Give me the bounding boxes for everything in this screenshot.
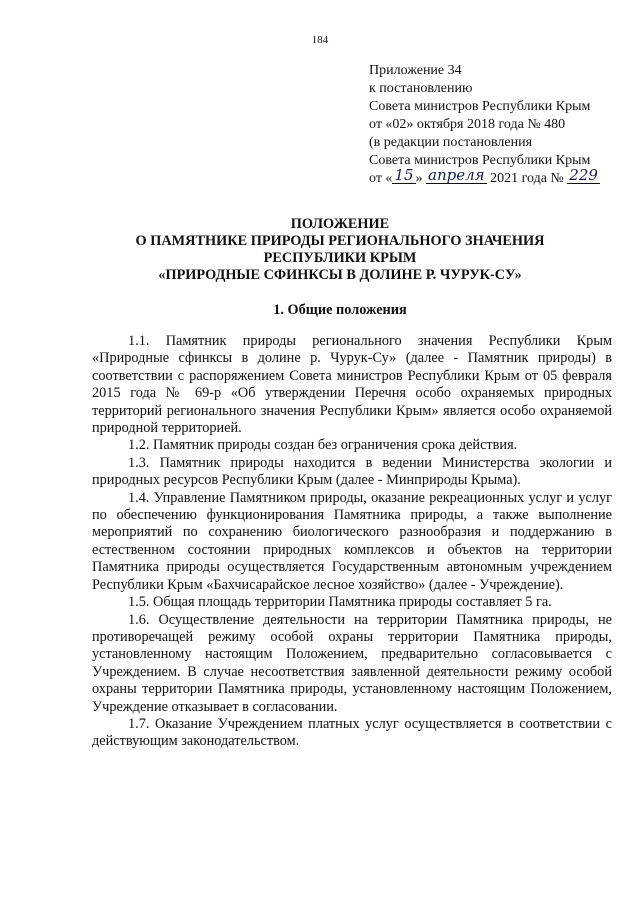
document-title (60, 216, 620, 284)
paragraph-1-2: 1.2. Памятник природы создан без ограничения срока действия. (128, 437, 518, 454)
paragraph-1-3: 1.3. Памятник природы находится в ведении Министерства экологии и природных ресурсов Республики Крым (далее - Минприроды Крыма). (92, 454, 612, 489)
title-line: «ПРИРОДНЫЕ СФИНКСЫ В ДОЛИНЕ Р. ЧУРУК-СУ» (158, 267, 522, 283)
title-line: О ПАМЯТНИКЕ ПРИРОДЫ РЕГИОНАЛЬНОГО ЗНАЧЕНИЯ (135, 233, 545, 249)
paragraph-1-4: 1.4. Управление Памятником природы, оказание рекреационных услуг и услуг по обеспечению функционирования Памятника природы, а также выполнение мероприятий по сохранению биологического разнообразия и поддержанию в естественном состоянии природных комплексов и объектов на территории Памятника природы осуществляется Государственным автономным учреждением Республики Крым «Бахчисарайское лесное хозяйство» (далее - Учреждение). (92, 489, 612, 593)
section-heading: 1. Общие положения (273, 302, 407, 318)
handwritten-month: апреля (428, 166, 485, 184)
appendix-line: Совета министров Республики Крым (369, 99, 591, 114)
title-line: РЕСПУБЛИКИ КРЫМ (263, 250, 417, 266)
paragraph-1-6: 1.6. Осуществление деятельности на территории Памятника природы, не противоречащей режиму особой охраны территории Памятника природы, установленному настоящим Положением, предварительно согласовывается с Учреждением. В случае несоответствия заявленной деятельности режиму особой охраны территории Памятника природы, установленному настоящим Положением, Учреждение отказывает в согласовании. (92, 611, 612, 715)
appendix-line: (в редакции постановления (369, 135, 533, 150)
appendix-line: Совета министров Республики Крым (369, 153, 591, 168)
page-number: 184 (311, 34, 329, 46)
handwritten-number: 229 (569, 166, 598, 184)
body-text (92, 333, 612, 751)
date-year: 2021 года № (490, 171, 564, 186)
appendix-line: Приложение 34 (369, 63, 462, 78)
date-prefix: от « (369, 171, 393, 186)
appendix-line: от «02» октября 2018 года № 480 (369, 117, 566, 132)
appendix-line: к постановлению (369, 81, 473, 96)
date-quote: » (415, 171, 423, 186)
paragraph-1-7: 1.7. Оказание Учреждением платных услуг осуществляется в соответствии с действующим законодательством. (92, 715, 612, 750)
paragraph-1-5: 1.5. Общая площадь территории Памятника природы составляет 5 га. (128, 594, 552, 611)
paragraph-1-1: 1.1. Памятник природы регионального значения Республики Крым «Природные сфинксы в долине р. Чурук-Су» (далее - Памятник природы) в соответствии с распоряжением Совета министров Республики Крым от 05 февраля 2015 года № 69-р «Об утверждении Перечня особо охраняемых природных территорий регионального значения Республики Крым» является особо охраняемой природной территорией. (92, 333, 612, 437)
handwritten-day: 15 (394, 166, 414, 184)
title-line: ПОЛОЖЕНИЕ (290, 216, 390, 232)
appendix-date-line (369, 166, 631, 188)
appendix-block (369, 62, 631, 188)
